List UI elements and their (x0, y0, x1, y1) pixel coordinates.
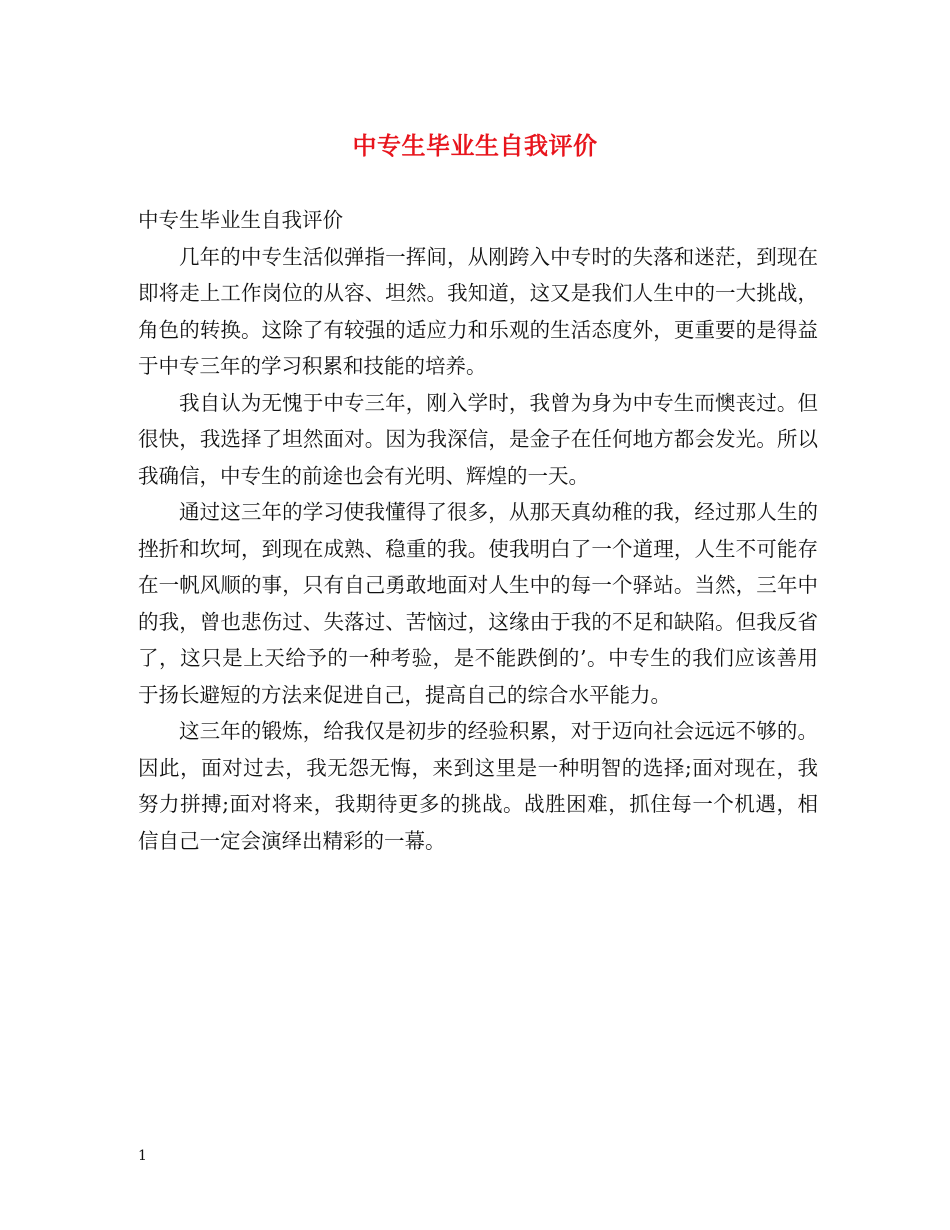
document-body (138, 202, 818, 859)
page-number: 1 (138, 1148, 147, 1164)
document-subtitle: 中专生毕业生自我评价 (138, 208, 343, 232)
paragraph-1: 几年的中专生活似弹指一挥间，从刚跨入中专时的失落和迷茫，到现在即将走上工作岗位的从容、坦然。我知道，这又是我们人生中的一大挑战，角色的转换。这除了有较强的适应力和乐观的生活态度外，更重要的是得益于中专三年的学习积累和技能的培养。 (138, 244, 818, 378)
paragraph-4: 这三年的锻炼，给我仅是初步的经验积累，对于迈向社会远远不够的。因此，面对过去，我无怨无悔，来到这里是一种明智的选择;面对现在，我努力拼搏;面对将来，我期待更多的挑战。战胜困难，抓住每一个机遇，相信自己一定会演绎出精彩的一幕。 (138, 719, 818, 853)
paragraph-3: 通过这三年的学习使我懂得了很多，从那天真幼稚的我，经过那人生的挫折和坎坷，到现在成熟、稳重的我。使我明白了一个道理，人生不可能存在一帆风顺的事，只有自己勇敢地面对人生中的每一个驿站。当然，三年中的我，曾也悲伤过、失落过、苦恼过，这缘由于我的不足和缺陷。但我反省了，这只是上天给予的一种考验，是不能跌倒的’。中专生的我们应该善用于扬长避短的方法来促进自己，提高自己的综合水平能力。 (138, 500, 818, 707)
document-title: 中专生毕业生自我评价 (352, 131, 598, 160)
paragraph-2: 我自认为无愧于中专三年，刚入学时，我曾为身为中专生而懊丧过。但很快，我选择了坦然面对。因为我深信，是金子在任何地方都会发光。所以我确信，中专生的前途也会有光明、辉煌的一天。 (138, 390, 818, 488)
